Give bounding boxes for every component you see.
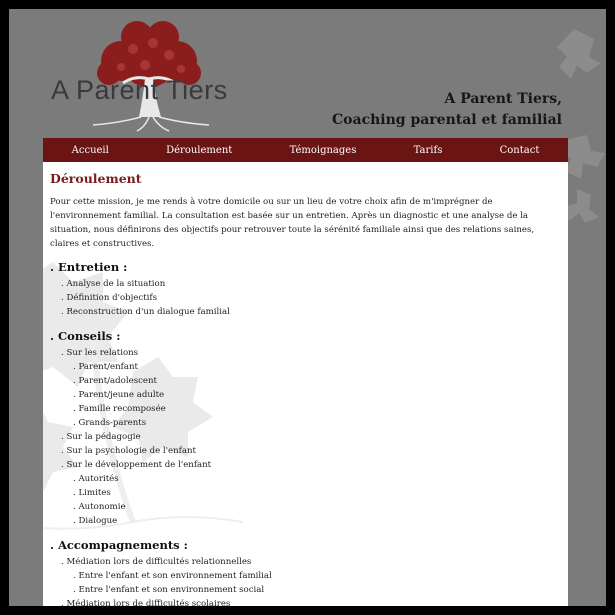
page-frame bbox=[9, 9, 606, 606]
accompagnements-list bbox=[50, 555, 560, 606]
list-item: . Sur les relations bbox=[61, 348, 139, 358]
section-heading-accompagnements: . Accompagnements : bbox=[50, 538, 188, 552]
conseils-list bbox=[50, 346, 560, 528]
intro-paragraph: Pour cette mission, je me rends à votre domicile ou sur un lieu de votre choix afin de m'imprégner de l'environnement familial. La consultation est basée sur un entretien. Après un diagnostic et une analyse de la situation, nous définirons des objectifs pour retrouver toute la sérénité familiale ainsi que des relations saines, claires et constructives. bbox=[50, 197, 535, 249]
main-nav bbox=[43, 138, 568, 162]
section-heading-conseils: . Conseils : bbox=[50, 329, 121, 343]
logo-text[interactable]: A Parent Tiers bbox=[51, 75, 228, 105]
tagline-line-2: Coaching parental et familial bbox=[332, 112, 562, 128]
list-item: . Limites bbox=[73, 488, 111, 498]
list-item: . Dialogue bbox=[73, 516, 118, 526]
list-item: . Parent/enfant bbox=[73, 362, 138, 372]
list-item: . Parent/adolescent bbox=[73, 376, 157, 386]
list-item: . Entre l'enfant et son environnement social bbox=[73, 585, 265, 595]
content-panel bbox=[43, 162, 568, 606]
site-tagline bbox=[332, 89, 562, 131]
list-item: . Parent/jeune adulte bbox=[73, 390, 165, 400]
section-heading-entretien: . Entretien : bbox=[50, 260, 128, 274]
list-item: . Analyse de la situation bbox=[61, 279, 166, 289]
nav-item-contact[interactable]: Contact bbox=[499, 144, 540, 156]
list-item: . Reconstruction d'un dialogue familial bbox=[61, 307, 230, 317]
nav-item-temoignages[interactable]: Témoignages bbox=[289, 144, 357, 156]
list-item: . Autorités bbox=[73, 474, 119, 484]
list-item: . Famille recomposée bbox=[73, 404, 166, 414]
nav-item-tarifs[interactable]: Tarifs bbox=[413, 144, 443, 156]
nav-item-accueil[interactable]: Accueil bbox=[71, 144, 109, 156]
list-item: . Sur le développement de l'enfant bbox=[61, 460, 212, 470]
nav-item-deroulement[interactable]: Déroulement bbox=[166, 144, 233, 156]
list-item: . Grands-parents bbox=[73, 418, 147, 428]
list-item: . Sur la psychologie de l'enfant bbox=[61, 446, 196, 456]
site-header bbox=[9, 9, 606, 137]
list-item: . Sur la pédagogie bbox=[61, 432, 141, 442]
page-title: Déroulement bbox=[50, 171, 142, 186]
list-item: . Autonomie bbox=[73, 502, 126, 512]
list-item: . Entre l'enfant et son environnement familial bbox=[73, 571, 272, 581]
entretien-list bbox=[50, 277, 560, 319]
list-item: . Médiation lors de difficultés relationnelles bbox=[61, 557, 252, 567]
list-item: . Définition d'objectifs bbox=[61, 293, 157, 303]
list-item: . Médiation lors de difficultés scolaires bbox=[61, 599, 231, 606]
tagline-line-1: A Parent Tiers, bbox=[444, 91, 562, 107]
